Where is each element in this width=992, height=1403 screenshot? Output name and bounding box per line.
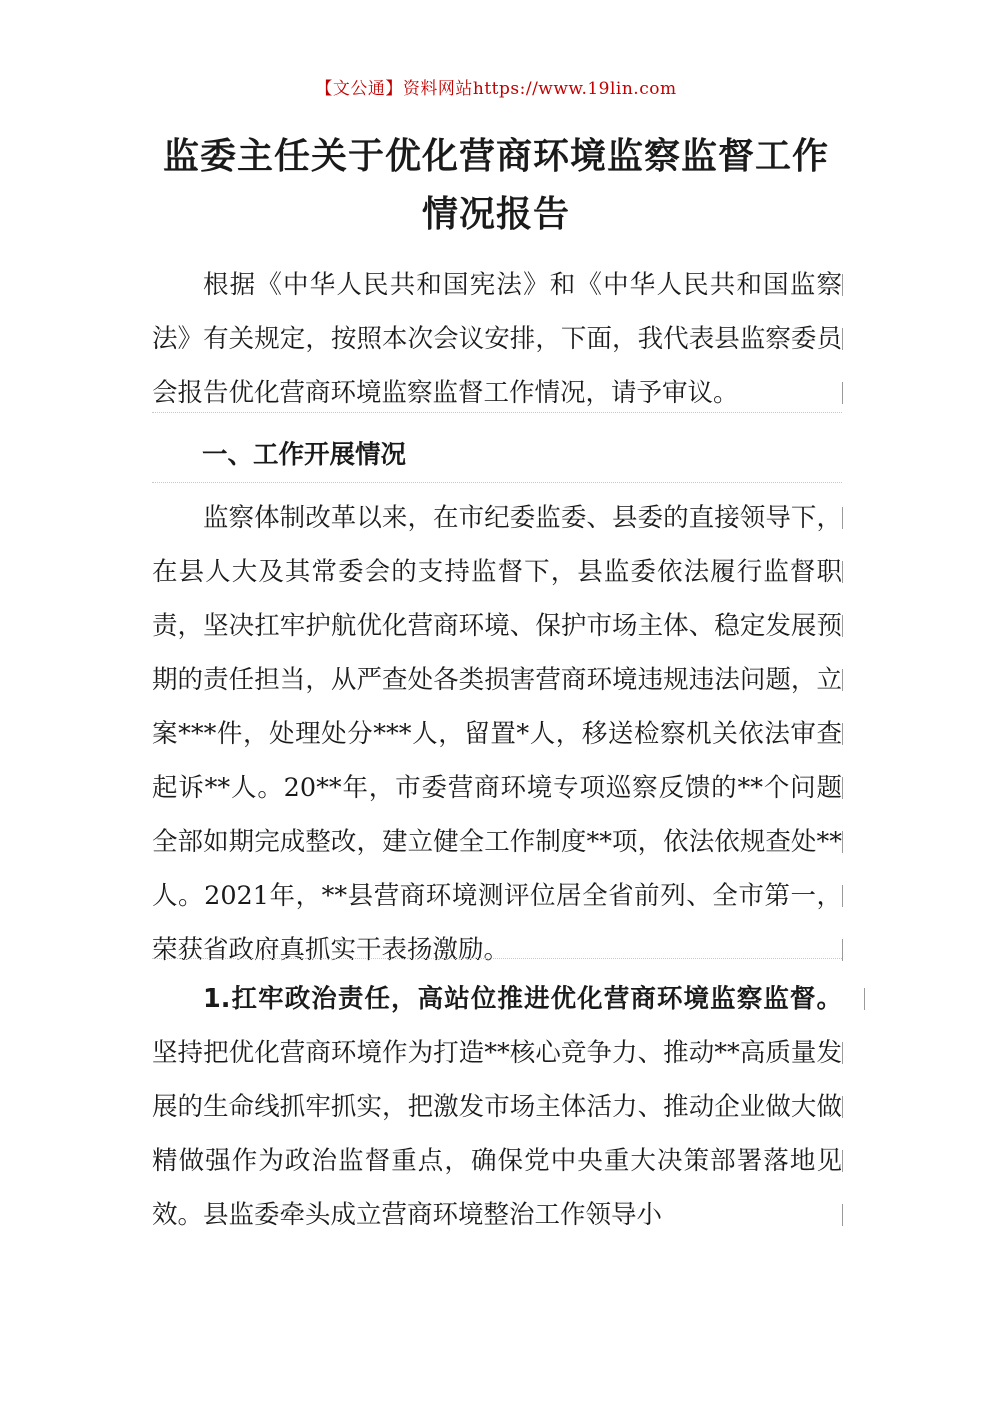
line-end-marker	[842, 1042, 843, 1064]
line-end-marker	[842, 1150, 843, 1172]
line-end-marker	[842, 274, 843, 296]
intro-paragraph: 根据《中华人民共和国宪法》和《中华人民共和国监察法》有关规定，按照本次会议安排，下面，我代表县监察委员会报告优化营商环境监察监督工作情况，请予审议。	[152, 270, 842, 408]
paragraph-separator	[152, 412, 842, 413]
line-end-marker	[842, 885, 843, 907]
line-end-marker	[842, 328, 843, 350]
line-end-marker	[842, 507, 843, 529]
line-end-marker	[842, 561, 843, 583]
paragraph-separator	[152, 958, 842, 959]
subsection-heading: 1.扛牢政治责任，高站位推进优化营商环境监察监督。	[203, 984, 842, 1014]
line-end-marker	[842, 777, 843, 799]
section-heading: 一、工作开展情况	[202, 440, 407, 470]
line-end-marker	[842, 723, 843, 745]
document-title	[150, 128, 842, 244]
line-end-marker	[842, 939, 843, 961]
document-title-line-2: 情况报告	[421, 194, 570, 235]
paragraph-separator	[152, 482, 842, 483]
line-end-marker	[842, 615, 843, 637]
line-end-marker	[864, 988, 865, 1010]
source-website-link[interactable]: 【文公通】资料网站https://www.19lin.com	[315, 79, 677, 99]
document-title-line-1: 监委主任关于优化营商环境监察监督工作	[162, 136, 829, 177]
line-end-marker	[842, 382, 843, 404]
subsection-paragraph	[152, 972, 842, 1242]
section-body-paragraph: 监察体制改革以来，在市纪委监委、县委的直接领导下，在县人大及其常委会的支持监督下，县监委依法履行监督职责，坚决扛牢护航优化营商环境、保护市场主体、稳定发展预期的责任担当，从严查处各类损害营商环境违规违法问题，立案***件，处理处分***人，留置*人，移送检察机关依法审查起诉**人。20**年，市委营商环境专项巡察反馈的**个问题全部如期完成整改，建立健全工作制度**项，依法依规查处**人。2021年，**县营商环境测评位居全省前列、全市第一，荣获省政府真抓实干表扬激励。	[152, 503, 842, 965]
line-end-marker	[842, 1096, 843, 1118]
subsection-body: 坚持把优化营商环境作为打造**核心竞争力、推动**高质量发展的生命线抓牢抓实，把激发市场主体活力、推动企业做大做精做强作为政治监督重点，确保党中央重大决策部署落地见效。县监委牵头成立营商环境整治工作领导小	[152, 1038, 842, 1230]
line-end-marker	[842, 831, 843, 853]
line-end-marker	[842, 669, 843, 691]
line-end-marker	[842, 1204, 843, 1226]
